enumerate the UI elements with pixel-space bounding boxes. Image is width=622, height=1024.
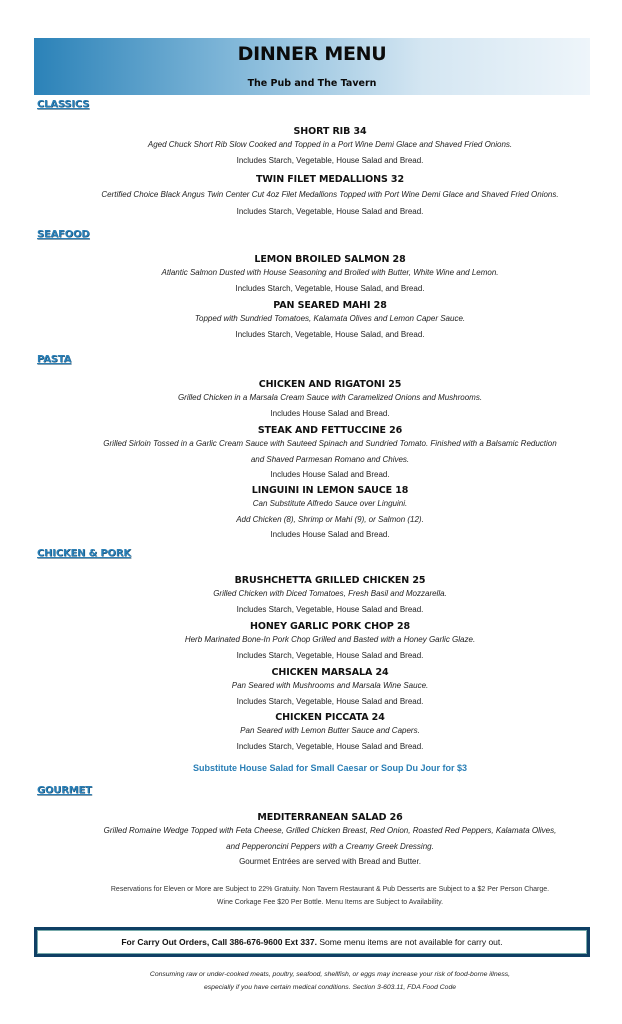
item-name: BRUSHCHETTA GRILLED CHICKEN 25	[234, 575, 426, 586]
item-name: CHICKEN AND RIGATONI 25	[258, 379, 402, 390]
item-includes: Includes Starch, Vegetable, House Salad and Bread.	[236, 207, 424, 216]
item-description: Atlantic Salmon Dusted with House Seasoning and Broiled with Butter, White Wine and Lemon.	[161, 268, 499, 277]
menu-item-mediterranean	[40, 812, 620, 870]
menu-item-marsala	[40, 667, 620, 709]
menu-title: DINNER MENU	[237, 43, 387, 65]
policy-notes	[40, 883, 620, 909]
item-name: CHICKEN MARSALA 24	[271, 667, 389, 678]
item-includes: Includes Starch, Vegetable, House Salad and Bread.	[236, 696, 424, 706]
item-description: and Shaved Parmesan Romano and Chives.	[250, 454, 410, 464]
menu-item-rigatoni	[40, 379, 620, 421]
item-description: Aged Chuck Short Rib Slow Cooked and Topped in a Port Wine Demi Glace and Shaved Fried Onions.	[147, 140, 513, 149]
item-name: LINGUINI IN LEMON SAUCE 18	[251, 485, 409, 496]
item-description: Grilled Chicken with Diced Tomatoes, Fresh Basil and Mozzarella.	[213, 589, 447, 598]
section-heading-chicken-pork: CHICKEN & PORK	[37, 548, 131, 559]
menu-item-fettuccine	[40, 425, 620, 483]
item-includes: Includes Starch, Vegetable, House Salad and Bread.	[236, 741, 424, 751]
item-name: PAN SEARED MAHI 28	[273, 300, 387, 311]
substitute-note: Substitute House Salad for Small Caesar or Soup Du Jour for $3	[192, 763, 468, 773]
menu-item-pork-chop	[40, 621, 620, 663]
menu-item-mahi	[40, 300, 620, 342]
item-description: and Pepperoncini Peppers with a Creamy Greek Dressing.	[226, 841, 434, 851]
item-includes: Includes Starch, Vegetable, House Salad and Bread.	[236, 155, 424, 165]
item-description: Grilled Sirloin Tossed in a Garlic Cream Sauce with Sauteed Spinach and Sundried Tomato. Finished with a Balsamic Reduction	[103, 439, 557, 448]
menu-item-bruschetta	[40, 575, 620, 617]
item-name: TWIN FILET MEDALLIONS 32	[256, 174, 404, 185]
carry-out-text	[37, 930, 587, 954]
item-includes: Includes House Salad and Bread.	[270, 470, 390, 479]
item-description: Grilled Chicken in a Marsala Cream Sauce with Caramelized Onions and Mushrooms.	[177, 393, 483, 402]
food-safety-disclaimer	[40, 968, 620, 994]
item-name: CHICKEN PICCATA 24	[275, 712, 385, 723]
policy-line: Reservations for Eleven or More are Subject to 22% Gratuity. Non Tavern Restaurant & Pub Desserts are Subject to a $2 Per Person Charge.	[110, 886, 550, 893]
item-name: STEAK AND FETTUCCINE 26	[257, 425, 403, 436]
item-description: Pan Seared with Lemon Butter Sauce and Capers.	[240, 726, 420, 735]
item-description: Grilled Romaine Wedge Topped with Feta Cheese, Grilled Chicken Breast, Red Onion, Roasted Red Peppers, Kalamata Olives,	[103, 826, 557, 835]
menu-item-linguini	[40, 485, 620, 543]
disclaimer-line: especially if you have certain medical conditions. Section 3-603.11, FDA Food Code	[204, 984, 456, 991]
carry-out-note: Some menu items are not available for carry out.	[316, 937, 503, 947]
section-heading-gourmet: GOURMET	[37, 785, 92, 796]
item-includes: Includes Starch, Vegetable, House Salad, and Bread.	[235, 329, 425, 339]
policy-line: Wine Corkage Fee $20 Per Bottle. Menu Items are Subject to Availability.	[216, 899, 444, 906]
carry-out-banner	[34, 927, 590, 957]
item-includes: Includes House Salad and Bread.	[270, 530, 390, 539]
section-heading-pasta: PASTA	[37, 354, 72, 365]
item-description: Herb Marinated Bone-In Pork Chop Grilled and Basted with a Honey Garlic Glaze.	[184, 635, 476, 644]
item-name: HONEY GARLIC PORK CHOP 28	[250, 621, 410, 632]
item-includes: Includes Starch, Vegetable, House Salad and Bread.	[236, 650, 424, 660]
item-name: SHORT RIB 34	[293, 126, 367, 137]
item-description: Pan Seared with Mushrooms and Marsala Wine Sauce.	[231, 681, 429, 690]
item-includes: Includes House Salad and Bread.	[270, 408, 390, 418]
item-includes: Gourmet Entrées are served with Bread and Butter.	[239, 857, 421, 866]
menu-header	[34, 38, 590, 95]
section-heading-seafood: SEAFOOD	[37, 229, 90, 240]
section-heading-classics: CLASSICS	[37, 99, 90, 110]
disclaimer-line: Consuming raw or under-cooked meats, poultry, seafood, shellfish, or eggs may increase your risk of food-borne illness,	[149, 971, 511, 978]
menu-item-salmon	[40, 254, 620, 296]
item-description: Can Substitute Alfredo Sauce over Linguini.	[252, 499, 408, 508]
item-description: Topped with Sundried Tomatoes, Kalamata Olives and Lemon Caper Sauce.	[194, 314, 466, 323]
item-description: Add Chicken (8), Shrimp or Mahi (9), or Salmon (12).	[236, 514, 424, 524]
menu-item-piccata	[40, 712, 620, 754]
item-includes: Includes Starch, Vegetable, House Salad, and Bread.	[235, 283, 425, 293]
item-name: LEMON BROILED SALMON 28	[254, 254, 406, 265]
menu-item-twin-filet	[40, 174, 620, 220]
item-description: Certified Choice Black Angus Twin Center Cut 4oz Filet Medallions Topped with Port Wine Demi Glace and Shaved Fried Onions.	[101, 190, 559, 199]
item-includes: Includes Starch, Vegetable, House Salad and Bread.	[236, 604, 424, 614]
carry-out-phone: For Carry Out Orders, Call 386-676-9600 Ext 337.	[121, 937, 317, 947]
menu-subtitle: The Pub and The Tavern	[247, 78, 377, 89]
menu-item-short-rib	[40, 126, 620, 168]
item-name: MEDITERRANEAN SALAD 26	[257, 812, 403, 823]
